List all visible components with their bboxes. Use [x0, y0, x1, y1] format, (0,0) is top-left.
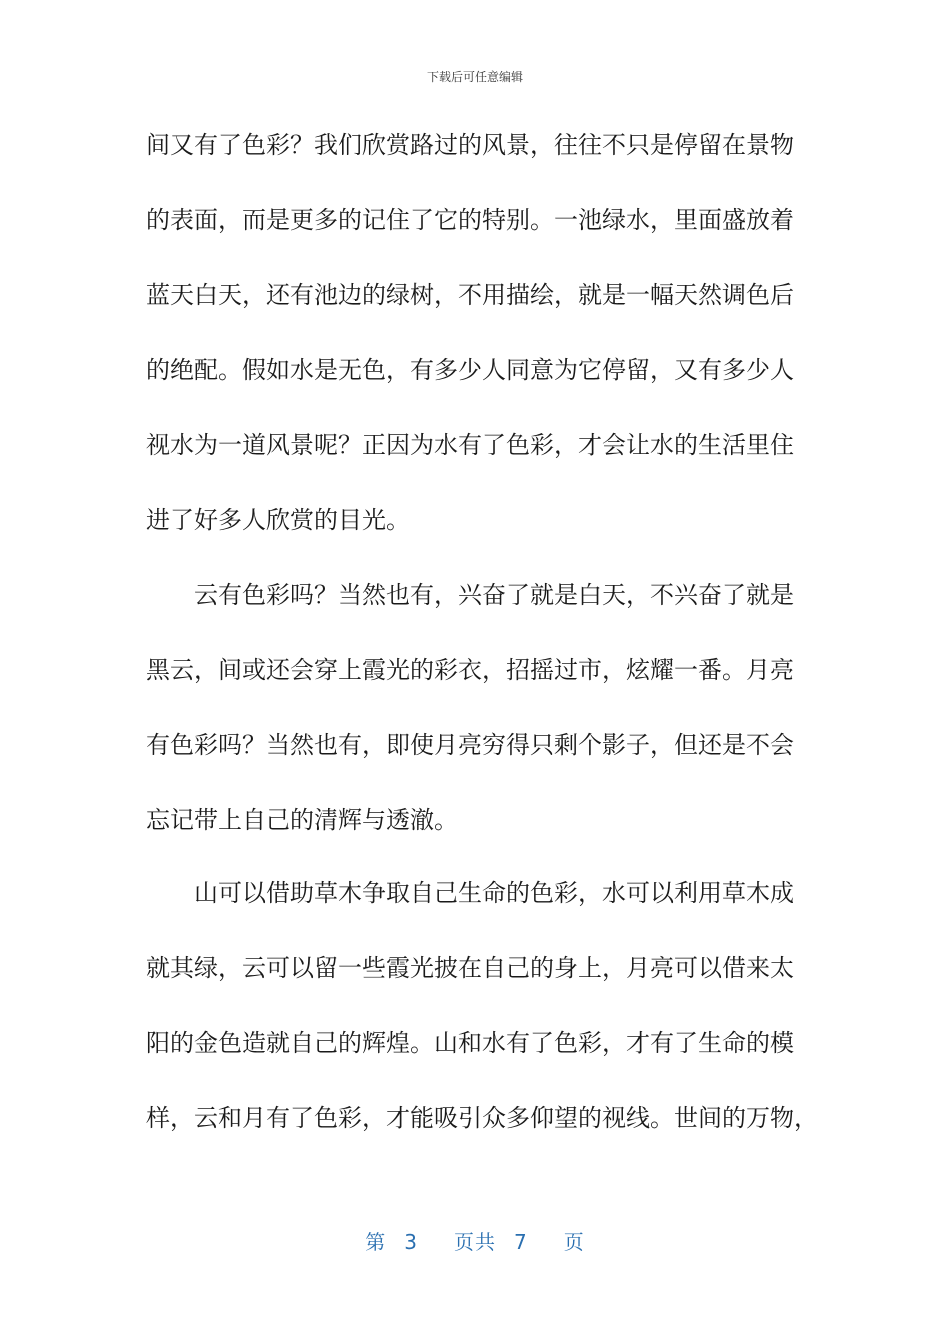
text-line: 间又有了色彩？我们欣赏路过的风景，往往不只是停留在景物	[146, 131, 794, 159]
page-mid-text: 页共	[454, 1230, 496, 1254]
text-line: 黑云，间或还会穿上霞光的彩衣，招摇过市，炫耀一番。月亮	[146, 656, 794, 684]
page-prefix: 第	[365, 1230, 387, 1254]
page-number-footer	[0, 1226, 950, 1255]
text-line: 就其绿，云可以留一些霞光披在自己的身上，月亮可以借来太	[146, 954, 794, 982]
text-line: 视水为一道风景呢？正因为水有了色彩，才会让水的生活里住	[146, 431, 794, 459]
text-line: 蓝天白天，还有池边的绿树，不用描绘，就是一幅天然调色后	[146, 281, 794, 309]
text-line: 阳的金色造就自己的辉煌。山和水有了色彩，才有了生命的模	[146, 1029, 794, 1057]
page-header-note: 下载后可任意编辑	[426, 70, 523, 84]
text-line: 的表面，而是更多的记住了它的特别。一池绿水，里面盛放着	[146, 206, 794, 234]
page-suffix: 页	[563, 1230, 585, 1254]
current-page-number: 3	[404, 1230, 418, 1254]
text-line: 的绝配。假如水是无色，有多少人同意为它停留，又有多少人	[146, 356, 794, 384]
text-line: 进了好多人欣赏的目光。	[146, 506, 410, 534]
total-pages-number: 7	[514, 1230, 528, 1254]
text-line: 山可以借助草木争取自己生命的色彩，水可以利用草木成	[194, 879, 794, 907]
text-line: 样，云和月有了色彩，才能吸引众多仰望的视线。世间的万物，	[146, 1104, 818, 1132]
text-line: 云有色彩吗？当然也有，兴奋了就是白天，不兴奋了就是	[194, 581, 794, 609]
text-line: 忘记带上自己的清辉与透澈。	[146, 806, 458, 834]
text-line: 有色彩吗？当然也有，即使月亮穷得只剩个影子，但还是不会	[146, 731, 794, 759]
